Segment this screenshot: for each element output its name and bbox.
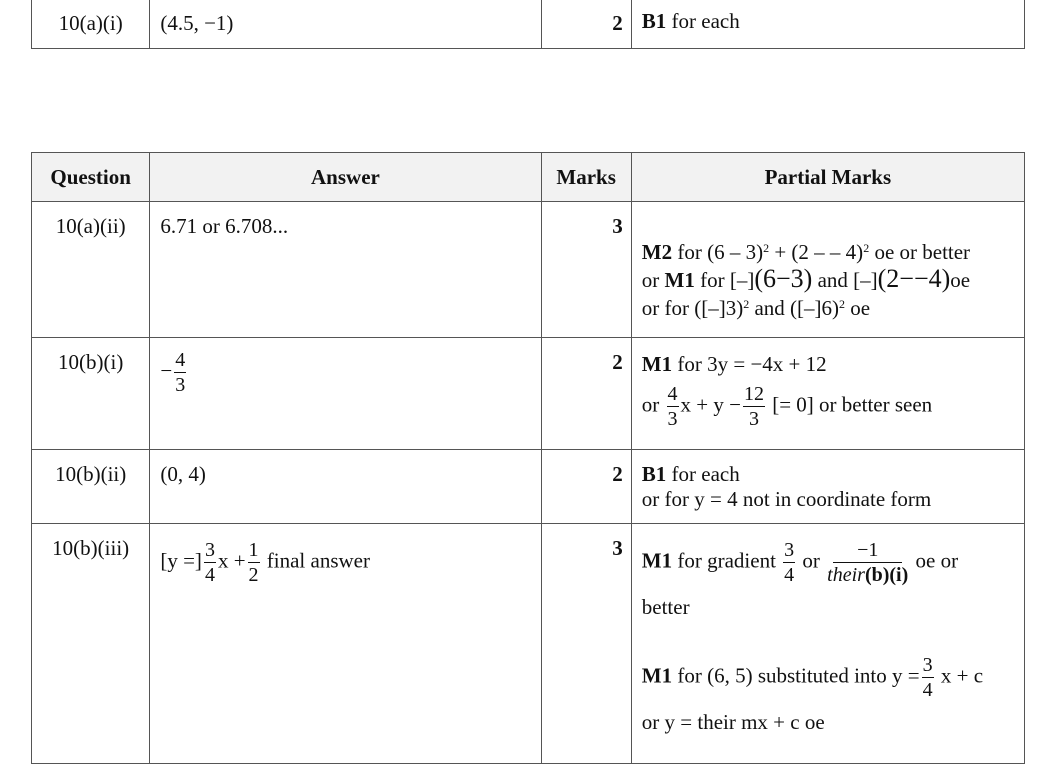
marks-value: 2 [612,462,623,486]
partial-text: or for ([–]3) [641,296,744,320]
denominator: 4 [922,679,933,701]
numerator: 12 [743,383,764,405]
partial-line [642,655,1016,700]
exponent: 2 [839,297,846,311]
denominator [827,563,908,585]
table-row [32,202,1025,338]
denominator-bold: (b)(i) [864,564,909,586]
partial-expression: (6−3) [754,264,813,293]
answer-cell [150,524,541,764]
question-cell [32,202,150,338]
denominator: 3 [667,408,678,430]
partial-text: for each [666,462,740,486]
header-row [32,153,1025,202]
partial-text: or [641,268,665,292]
top-answer-table [31,0,1025,49]
mark-code: M2 [641,240,673,264]
mark-code: M1 [664,268,695,292]
numerator: 3 [784,539,795,561]
partial-text: for 3y = −4x + 12 [672,352,827,376]
partial-text: x + y − [680,392,741,417]
denominator: 2 [248,564,259,586]
partial-text: or [797,548,826,573]
mark-code: M1 [641,548,673,573]
answer-cell [150,202,541,338]
question-number: 10(b)(i) [58,350,124,374]
partial-marks-cell [631,202,1024,338]
question-number: 10(b)(ii) [55,462,127,486]
table-row [32,524,1025,764]
fraction [667,384,679,429]
table-row [32,450,1025,524]
partial-line [642,238,1016,266]
marks-value: 3 [612,536,623,560]
answer-text: 6.71 or 6.708... [160,214,289,238]
table-row [32,0,1025,48]
marks-value: 3 [612,214,623,238]
denominator: 4 [784,564,795,586]
partial-marks-cell [631,450,1024,524]
header-partial-marks: Partial Marks [631,153,1024,202]
partial-text: or y = their mx + c oe [641,710,825,734]
answer-text: final answer [261,548,370,573]
partial-text: for (6 – 3) [672,240,764,264]
partial-text: for each [666,8,740,33]
fraction [204,540,216,585]
answer-sign: − [160,358,173,383]
partial-line [642,350,1016,378]
header-question: Question [32,153,150,202]
answer-text: (4.5, −1) [160,11,234,36]
partial-text: for gradient [672,548,782,573]
partial-text: or for y = 4 not in coordinate form [641,487,932,511]
partial-expression: (2−−4) [877,264,951,293]
partial-text: and ([–]6) [749,296,840,320]
table-row [32,338,1025,450]
marks-cell [541,202,631,338]
question-cell [32,524,150,764]
mark-scheme-table [31,152,1025,764]
marks-cell [541,0,631,48]
partial-line [642,384,1016,429]
numerator: 1 [248,539,259,561]
fraction [827,540,908,585]
question-cell [32,338,150,450]
mark-code: B1 [641,462,667,486]
numerator: 4 [667,383,678,405]
numerator: 3 [204,539,215,561]
answer-fraction [174,350,186,395]
marks-cell [541,450,631,524]
question-cell [32,450,150,524]
denominator-italic: their [827,564,865,586]
partial-text: + (2 – – 4) [769,240,864,264]
partial-text: [= 0] or better seen [766,392,933,417]
partial-text: oe [845,296,871,320]
partial-text: oe or better [869,240,971,264]
answer-text: [y =] [160,548,202,573]
partial-text: for (6, 5) substituted into y = [672,663,920,688]
denominator: 3 [175,374,186,396]
numerator: −1 [833,540,902,563]
question-number: 10(a)(i) [58,11,123,36]
partial-line [642,540,1016,585]
partial-line [642,487,1016,512]
answer-text: (0, 4) [160,462,206,486]
partial-marks-cell [631,338,1024,450]
marks-value: 2 [612,11,623,36]
exponent: 2 [743,297,750,311]
fraction [743,384,765,429]
numerator: 3 [922,654,933,676]
denominator: 4 [204,564,215,586]
fraction [783,540,795,585]
marks-cell [541,338,631,450]
partial-text: oe or [910,548,959,573]
question-cell [32,0,150,48]
fraction [922,655,934,700]
partial-marks-cell [631,0,1024,48]
answer-text: x + [217,548,246,573]
answer-cell [150,450,541,524]
question-number: 10(a)(ii) [55,214,126,238]
mark-code: M1 [641,352,673,376]
partial-text: x + c [935,663,984,688]
exponent: 2 [863,241,870,255]
mark-code: M1 [641,663,673,688]
partial-text: better [641,595,690,619]
partial-text: and [–] [812,268,878,292]
header-answer: Answer [150,153,541,202]
partial-marks-cell [631,524,1024,764]
marks-cell [541,524,631,764]
answer-cell [150,338,541,450]
answer-cell [150,0,541,48]
question-number: 10(b)(iii) [52,536,130,560]
partial-line [642,266,1016,294]
partial-text: for [–] [694,268,755,292]
partial-line [642,462,1016,487]
marks-value: 2 [612,350,623,374]
exponent: 2 [763,241,770,255]
partial-text: or [641,392,665,417]
header-marks: Marks [541,153,631,202]
partial-line [642,294,1016,322]
partial-line [642,708,1016,736]
numerator: 4 [175,349,186,371]
mark-code: B1 [641,8,667,33]
partial-line [642,593,1016,621]
fraction [248,540,260,585]
partial-text: oe [950,268,971,292]
denominator: 3 [748,408,759,430]
